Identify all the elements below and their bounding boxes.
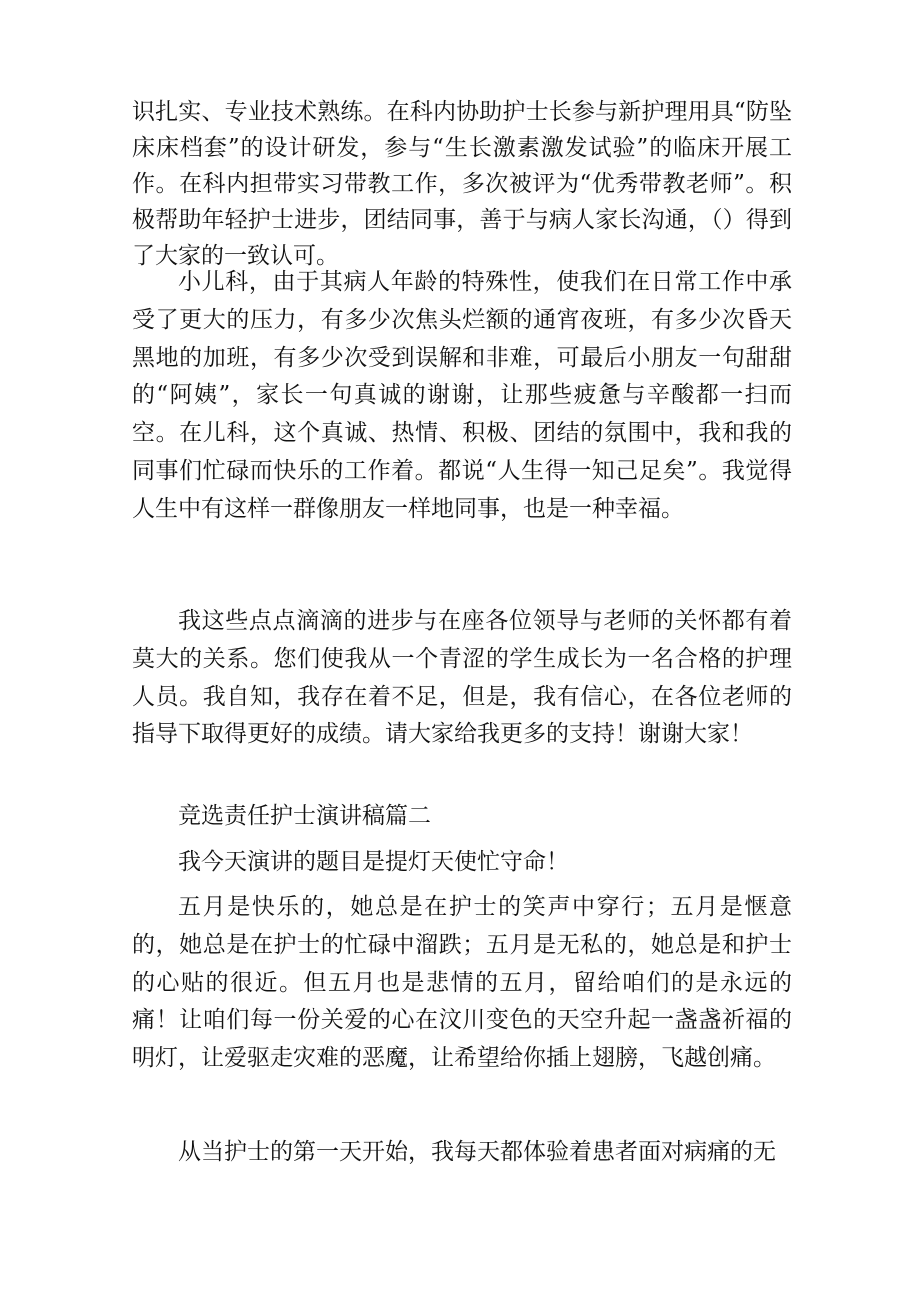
paragraph-text: 识扎实、专业技术熟练。在科内协助护士长参与新护理用具“防坠床床档套”的设计研发，参与“生长激素激发试验”的临床开展工作。在科内担带实习带教工作，多次被评为“优秀带教老师”。积极帮助年轻护士进步，团结同事，善于与病人家长沟通，（）得到了大家的一致认可。 — [132, 99, 792, 269]
paragraph-thanks — [132, 603, 792, 754]
paragraph-pediatrics — [132, 264, 792, 529]
paragraph-text: 五月是快乐的，她总是在护士的笑声中穿行；五月是惬意的，她总是在护士的忙碌中溜跌；五月是无私的，她总是和护士的心贴的很近。但五月也是悲情的五月，留给咱们的是永远的痛！让咱们每一份关爱的心在汶川变色的天空升起一盏盏祈福的明灯，让爱驱走灾难的恶魔，让希望给你插上翅膀，飞越创痛。 — [132, 894, 792, 1072]
speech-title-line — [132, 844, 792, 882]
paragraph-may — [132, 889, 792, 1078]
paragraph-text: 从当护士的第一天开始，我每天都体验着患者面对病痛的无 — [178, 1139, 776, 1165]
paragraph-first-day — [132, 1134, 792, 1172]
paragraph-text: 小儿科，由于其病人年龄的特殊性，使我们在日常工作中承受了更大的压力，有多少次焦头烂额的通宵夜班，有多少次昏天黑地的加班，有多少次受到误解和非难，可最后小朋友一句甜甜的“阿姨”，家长一句真诚的谢谢，让那些疲惫与辛酸都一扫而空。在儿科，这个真诚、热情、积极、团结的氛围中，我和我的同事们忙碌而快乐的工作着。都说“人生得一知己足矣”。我觉得人生中有这样一群像朋友一样地同事，也是一种幸福。 — [132, 269, 792, 522]
paragraph-continuation — [132, 94, 792, 274]
paragraph-text: 我这些点点滴滴的进步与在座各位领导与老师的关怀都有着莫大的关系。您们使我从一个青涩的学生成长为一名合格的护理人员。我自知，我存在着不足，但是，我有信心，在各位老师的指导下取得更好的成绩。请大家给我更多的支持！谢谢大家！ — [132, 608, 792, 748]
paragraph-text: 我今天演讲的题目是提灯天使忙守命！ — [178, 849, 569, 875]
section-heading — [132, 798, 792, 836]
section-heading-text: 竞选责任护士演讲稿篇二 — [178, 803, 431, 829]
